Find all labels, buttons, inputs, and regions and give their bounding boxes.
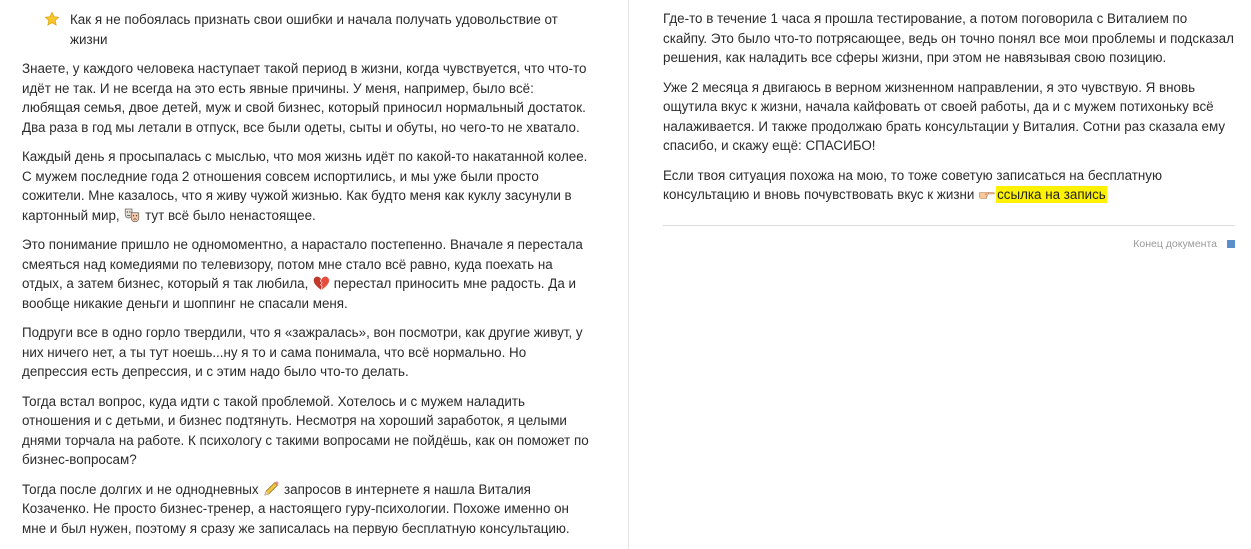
column-divider	[628, 0, 629, 549]
end-square-icon	[1227, 240, 1235, 248]
end-of-document-label: Конец документа	[1133, 238, 1217, 250]
broken-heart-icon	[312, 274, 330, 292]
paragraph: Если твоя ситуация похожа на мою, то тоже советую записаться на бесплатную консультацию и вновь почувствовать вкус к жизни ссылка на запись	[663, 167, 1162, 202]
paragraph: Уже 2 месяца я двигаюсь в верном жизненном направлении, я это чувствую. Я вновь ощутила вкус к жизни, начала кайфовать от своей работы, да и с мужем потихоньку всё налаживается. И также продолжаю брать консультации у Виталия. Сотни раз сказала ему спасибо, и скажу ещё: СПАСИБО!	[663, 79, 1226, 153]
article-title: Как я не побоялась признать свои ошибки и начала получать удовольствие от жизни	[70, 12, 558, 47]
paragraph: Тогда после долгих и не однодневных запросов в интернете я нашла Виталия Козаченко. Не просто бизнес-тренер, а настоящего гуру-психологии. Похоже именно он мне и был нужен, поэтому я сразу же записалась на первую бесплатную консультацию.	[22, 481, 570, 536]
paragraph: Где-то в течение 1 часа я прошла тестирование, а потом поговорила с Виталием по скайпу. Это было что-то потрясающее, ведь он точно понял все мои проблемы и подсказал решения, как наладить все сферы жизни, при этом не навязывая свою позицию.	[663, 11, 1234, 65]
right-column	[663, 0, 1235, 549]
pointing-hand-icon	[978, 185, 996, 203]
end-divider	[663, 225, 1235, 226]
paragraph: Знаете, у каждого человека наступает такой период в жизни, когда чувствуется, что что-то идёт не так. И не всегда на это есть явные причины. У меня, например, было всё: любящая семья, двое детей, муж и свой бизнес, который приносил нормальный достаток. Два раза в год мы летали в отпуск, все были одеты, сыты и обуты, но чего-то не хватало.	[22, 61, 587, 135]
article-title-row	[22, 10, 594, 49]
left-column	[22, 0, 594, 549]
star-icon	[44, 11, 60, 27]
end-of-document	[1133, 238, 1235, 250]
paragraph: Это понимание пришло не одномоментно, а нарастало постепенно. Вначале я перестала смеяться над комедиями по телевизору, потом мне стало всё равно, куда поехать на отдых, а затем бизнес, который я так любила, перестал приносить мне радость. Да и вообще никакие деньги и шоппинг не спасали меня.	[22, 237, 583, 311]
paragraph: Каждый день я просыпалась с мыслью, что моя жизнь идёт по какой-то накатанной колее. С мужем последние года 2 отношения совсем испортились, и мы уже были просто сожители. Мне казалось, что я живу чужой жизнью. Как будто меня как куклу засунули в картонный мир, тут всё было ненастоящее.	[22, 149, 588, 223]
paragraph: Подруги все в одно горло твердили, что я «зажралась», вон посмотри, как другие живут, у них ничего нет, а ты тут ноешь...ну я то и сама понимала, что всё нормально. Но депрессия есть депрессия, и с этим надо было что-то делать.	[22, 325, 583, 379]
signup-link[interactable]: ссылка на запись	[997, 187, 1106, 202]
paragraph: Тогда встал вопрос, куда идти с такой проблемой. Хотелось и с мужем наладить отношения и с детьми, и бизнес подтянуть. Несмотря на хороший заработок, я целыми днями торчала на работе. К психологу с такими вопросами не пойдёшь, как он поможет по бизнес-вопросам?	[22, 393, 589, 467]
theater-masks-icon	[123, 206, 141, 224]
pencil-icon	[262, 480, 280, 498]
